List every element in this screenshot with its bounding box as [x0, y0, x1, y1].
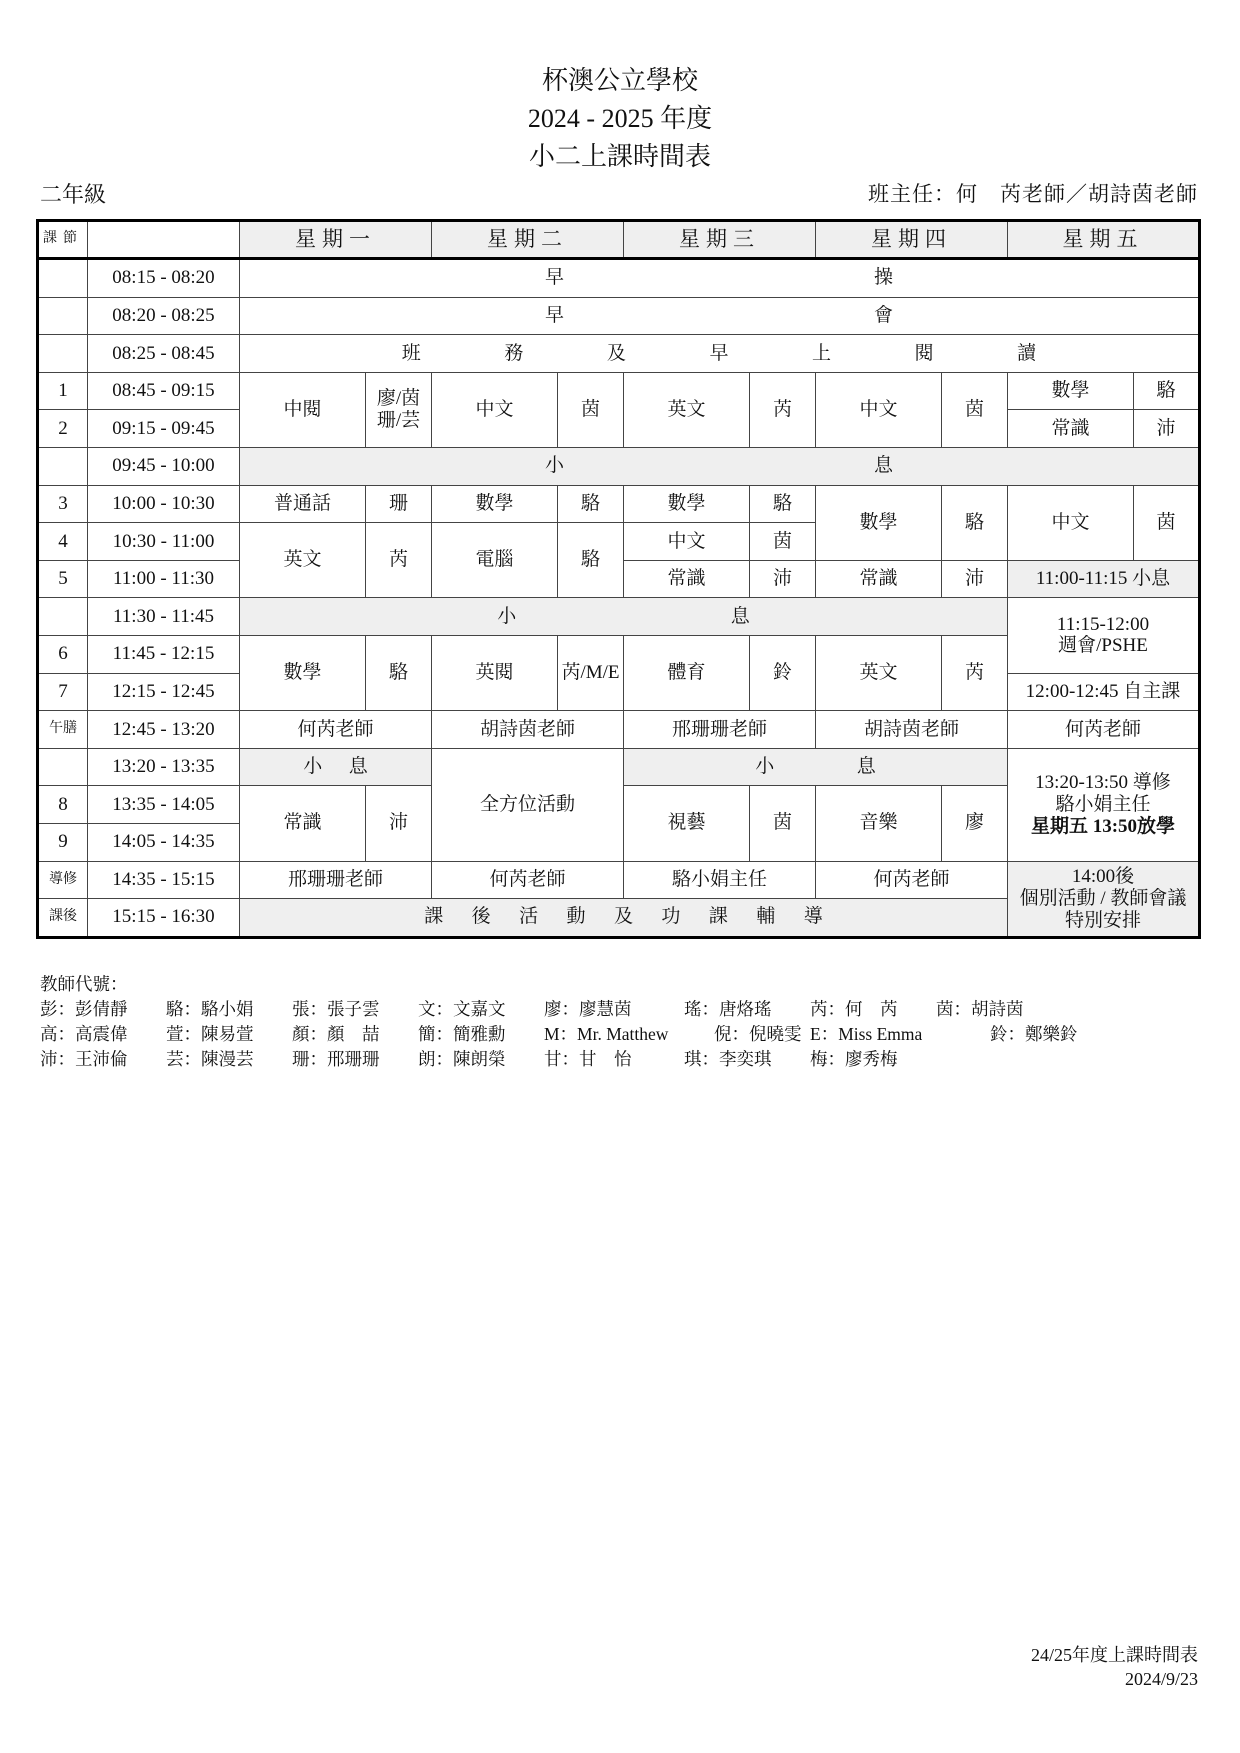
page-title: 小二上課時間表	[528, 142, 711, 171]
morning-exercise-char: 操	[873, 267, 893, 289]
time-cell: 09:15 - 09:45	[88, 410, 240, 448]
after-school-char: 活	[519, 906, 539, 928]
teacher-cell: 沛	[1134, 410, 1200, 448]
time-cell: 09:45 - 10:00	[88, 447, 240, 485]
lunch-teacher-wed: 邢珊珊老師	[624, 711, 816, 749]
time-cell: 11:00 - 11:30	[88, 560, 240, 598]
time-cell: 12:15 - 12:45	[88, 673, 240, 711]
morning-exercise-cell	[240, 259, 1200, 298]
subject-cell: 數學	[432, 485, 558, 523]
teacher-cell: 茵	[1134, 485, 1200, 560]
subject-cell: 中文	[816, 372, 942, 447]
table-row	[38, 598, 1200, 636]
subject-cell: 音樂	[816, 786, 942, 861]
fri-self-study-cell: 12:00-12:45 自主課	[1008, 673, 1200, 711]
time-cell: 08:20 - 08:25	[88, 297, 240, 335]
teacher-cell: 芮	[942, 635, 1008, 710]
teacher-code: 甘：甘 怡	[544, 1049, 632, 1069]
period-cell	[38, 297, 88, 335]
teacher-code: 沛：王沛倫	[40, 1049, 128, 1069]
teacher-cell: 茵	[558, 372, 624, 447]
table-row	[38, 447, 1200, 485]
recess-char: 小	[755, 756, 775, 778]
class-reading-char: 閱	[914, 342, 934, 364]
subject-cell: 中閱	[240, 372, 366, 447]
subject-cell: 數學	[1008, 372, 1134, 410]
teacher-cell: 芮	[750, 372, 816, 447]
day-header-tue: 星期二	[432, 221, 624, 259]
time-cell: 13:20 - 13:35	[88, 748, 240, 786]
tutorial-teacher-wed: 駱小娟主任	[624, 861, 816, 899]
teacher-code: 珊：邢珊珊	[292, 1049, 380, 1069]
subject-cell: 常識	[240, 786, 366, 861]
teacher-cell: 茵	[750, 786, 816, 861]
teacher-cell: 駱	[558, 485, 624, 523]
lunch-label: 午膳	[38, 711, 88, 749]
after-school-char: 後	[471, 906, 491, 928]
day-header-thu: 星期四	[816, 221, 1008, 259]
fri-tutorial-note: 13:20-13:50 導修	[1035, 771, 1171, 793]
subject-cell: 普通話	[240, 485, 366, 523]
teacher-cell: 駱	[558, 523, 624, 598]
school-year: 2024 - 2025 年度	[527, 104, 713, 133]
class-reading-char: 班	[401, 342, 421, 364]
teacher-code: M：Mr. Matthew	[544, 1024, 669, 1044]
period-cell: 3	[38, 485, 88, 523]
teacher-code: 芮：何 芮	[810, 999, 898, 1019]
teacher-cell: 沛	[942, 560, 1008, 598]
time-cell: 10:00 - 10:30	[88, 485, 240, 523]
teacher-code: 簡：簡雅勳	[418, 1024, 506, 1044]
teacher-cell: 駱	[750, 485, 816, 523]
subject-cell: 視藝	[624, 786, 750, 861]
period-cell	[38, 748, 88, 786]
teacher-cell: 沛	[366, 786, 432, 861]
time-cell: 15:15 - 16:30	[88, 899, 240, 938]
table-row	[38, 335, 1200, 373]
header-row	[38, 221, 1200, 259]
teacher-cell: 芮	[366, 523, 432, 598]
recess-char: 息	[873, 455, 893, 477]
teacher-code: 廖：廖慧茵	[544, 999, 632, 1019]
subject-cell: 英文	[624, 372, 750, 447]
school-name: 杯澳公立學校	[541, 66, 698, 95]
teacher-cell: 駱	[942, 485, 1008, 560]
recess-char: 小	[303, 756, 323, 778]
teacher-code: 駱：駱小娟	[166, 999, 254, 1019]
morning-assembly-char: 會	[873, 304, 893, 326]
class-reading-char: 務	[504, 342, 524, 364]
subject-cell: 英文	[240, 523, 366, 598]
table-row	[38, 711, 1200, 749]
class-reading-cell	[240, 335, 1200, 373]
after-school-char: 動	[566, 906, 586, 928]
time-cell: 08:15 - 08:20	[88, 259, 240, 298]
lunch-teacher-fri: 何芮老師	[1008, 711, 1200, 749]
teacher-code: 彭：彭倩靜	[40, 999, 128, 1019]
class-reading-char: 讀	[1017, 342, 1037, 364]
period-cell: 9	[38, 823, 88, 861]
after-school-label: 課後	[38, 899, 88, 938]
period-cell	[38, 447, 88, 485]
period-cell: 5	[38, 560, 88, 598]
teacher-code: 琪：李奕琪	[684, 1049, 772, 1069]
teacher-codes-row	[40, 997, 1078, 1022]
after-school-char: 導	[803, 906, 823, 928]
day-header-wed: 星期三	[624, 221, 816, 259]
teacher-code: 張：張子雲	[292, 999, 380, 1019]
tutorial-teacher-mon: 邢珊珊老師	[240, 861, 432, 899]
time-cell: 08:25 - 08:45	[88, 335, 240, 373]
teacher-cell: 茵	[750, 523, 816, 561]
grade-label: 二年級	[40, 182, 107, 207]
lunch-teacher-mon: 何芮老師	[240, 711, 432, 749]
subject-cell: 常識	[624, 560, 750, 598]
after-school-char: 功	[661, 906, 681, 928]
recess-char: 息	[348, 756, 368, 778]
period-cell: 6	[38, 635, 88, 673]
time-cell: 14:35 - 15:15	[88, 861, 240, 899]
time-cell: 11:45 - 12:15	[88, 635, 240, 673]
subject-cell: 數學	[624, 485, 750, 523]
period-cell: 1	[38, 372, 88, 410]
after-school-char: 及	[613, 906, 633, 928]
morning-assembly-char: 早	[544, 304, 564, 326]
recess-cell	[240, 598, 1008, 636]
teacher-cell: 鈴	[750, 635, 816, 710]
table-row	[38, 259, 1200, 298]
time-cell: 08:45 - 09:15	[88, 372, 240, 410]
time-cell: 13:35 - 14:05	[88, 786, 240, 824]
tutorial-teacher-tue: 何芮老師	[432, 861, 624, 899]
table-row	[38, 485, 1200, 523]
fri-dismissal-note: 星期五 13:50放學	[1030, 815, 1176, 837]
subject-cell: 中文	[624, 523, 750, 561]
table-row	[38, 861, 1200, 899]
timetable	[36, 219, 1201, 939]
recess-char: 息	[856, 756, 876, 778]
period-col-header: 課節	[38, 221, 88, 259]
teacher-codes-title: 教師代號：	[40, 974, 128, 994]
time-col-header	[88, 221, 240, 259]
teacher-cell: 珊	[366, 485, 432, 523]
recess-cell	[240, 447, 1200, 485]
after-school-char: 課	[424, 906, 444, 928]
morning-exercise-char: 早	[544, 267, 564, 289]
footer	[1031, 1643, 1198, 1691]
table-row	[38, 372, 1200, 410]
class-reading-char: 及	[606, 342, 626, 364]
table-row	[38, 748, 1200, 786]
morning-assembly-cell	[240, 297, 1200, 335]
teacher-code: 高：高震偉	[40, 1024, 128, 1044]
teacher-cell: 茵	[942, 372, 1008, 447]
day-header-mon: 星期一	[240, 221, 432, 259]
teacher-code: 茵：胡詩茵	[936, 999, 1024, 1019]
day-header-fri: 星期五	[1008, 221, 1200, 259]
class-reading-char: 上	[812, 342, 832, 364]
time-cell: 14:05 - 14:35	[88, 823, 240, 861]
teacher-codes-row	[40, 1022, 1078, 1047]
teacher-code: 萱：陳易萱	[166, 1024, 254, 1044]
period-cell	[38, 598, 88, 636]
time-cell: 12:45 - 13:20	[88, 711, 240, 749]
recess-char: 息	[730, 605, 750, 627]
recess-char: 小	[544, 455, 564, 477]
subject-cell: 中文	[1008, 485, 1134, 560]
recess-char: 小	[497, 605, 517, 627]
period-cell: 2	[38, 410, 88, 448]
teacher-code: 梅：廖秀梅	[810, 1049, 898, 1069]
tutorial-label: 導修	[38, 861, 88, 899]
teacher-cell: 廖/茵 珊/芸	[366, 372, 432, 447]
after-school-char: 輔	[756, 906, 776, 928]
class-reading-char: 早	[709, 342, 729, 364]
teacher-code: E：Miss Emma	[810, 1024, 923, 1044]
mon-recess-cell	[240, 748, 432, 786]
subject-cell: 英文	[816, 635, 942, 710]
teacher-cell: 沛	[750, 560, 816, 598]
teacher-code: 文：文嘉文	[418, 999, 506, 1019]
period-cell: 7	[38, 673, 88, 711]
teacher-code: 倪：倪曉雯	[714, 1024, 802, 1044]
subject-cell: 中文	[432, 372, 558, 447]
subject-cell: 數學	[816, 485, 942, 560]
teacher-code: 朗：陳朗榮	[418, 1049, 506, 1069]
title-block	[0, 62, 1240, 176]
teacher-code: 鈴：鄭樂鈴	[990, 1024, 1078, 1044]
teacher-cell: 芮/M/E	[558, 635, 624, 710]
subject-cell: 數學	[240, 635, 366, 710]
subject-cell: 電腦	[432, 523, 558, 598]
time-cell: 10:30 - 11:00	[88, 523, 240, 561]
subject-cell: 常識	[816, 560, 942, 598]
table-row	[38, 297, 1200, 335]
subject-cell: 英閱	[432, 635, 558, 710]
tutorial-teacher-thu: 何芮老師	[816, 861, 1008, 899]
fri-afternoon-cell	[1008, 748, 1200, 861]
lunch-teacher-thu: 胡詩茵老師	[816, 711, 1008, 749]
teacher-code: 顏：顏 喆	[292, 1024, 380, 1044]
fri-after-cell: 14:00後 個別活動 / 教師會議 特別安排	[1008, 861, 1200, 937]
period-cell	[38, 259, 88, 298]
wedthu-recess-cell	[624, 748, 1008, 786]
teacher-codes	[40, 972, 1078, 1072]
teacher-cell: 駱	[366, 635, 432, 710]
subject-cell: 體育	[624, 635, 750, 710]
time-cell: 11:30 - 11:45	[88, 598, 240, 636]
class-teacher: 班主任：何 芮老師／胡詩茵老師	[868, 182, 1198, 206]
teacher-cell: 駱	[1134, 372, 1200, 410]
lunch-teacher-tue: 胡詩茵老師	[432, 711, 624, 749]
subject-cell: 常識	[1008, 410, 1134, 448]
fri-tutorial-teacher: 駱小娟主任	[1055, 793, 1151, 815]
after-school-char: 課	[708, 906, 728, 928]
teacher-codes-row	[40, 1047, 1078, 1072]
footer-date: 2024/9/23	[1124, 1669, 1198, 1689]
period-cell: 8	[38, 786, 88, 824]
tue-activity-cell: 全方位活動	[432, 748, 624, 861]
fri-assembly-cell: 11:15-12:00 週會/PSHE	[1008, 598, 1200, 673]
teacher-code: 芸：陳漫芸	[166, 1049, 254, 1069]
after-school-cell	[240, 899, 1008, 938]
teacher-code: 瑤：唐烙瑤	[684, 999, 772, 1019]
fri-recess-note: 11:00-11:15 小息	[1008, 560, 1200, 598]
teacher-cell: 廖	[942, 786, 1008, 861]
footer-doc-title: 24/25年度上課時間表	[1030, 1645, 1198, 1665]
period-cell: 4	[38, 523, 88, 561]
period-cell	[38, 335, 88, 373]
